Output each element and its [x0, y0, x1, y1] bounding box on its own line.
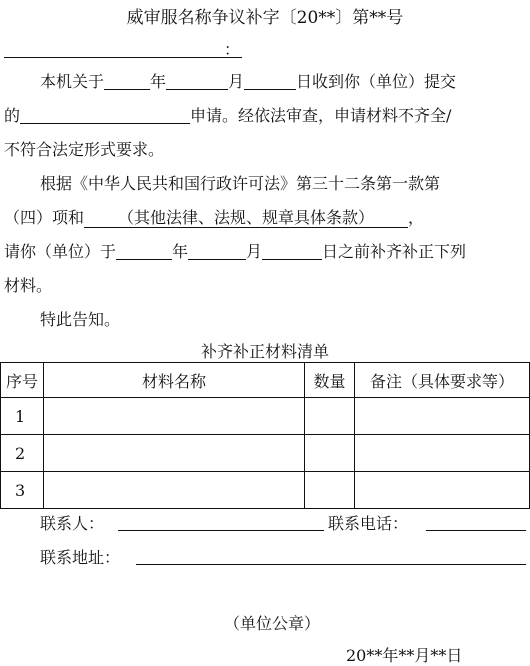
year-blank[interactable]: [104, 73, 150, 90]
month-blank[interactable]: [166, 73, 228, 90]
text: 年: [150, 72, 167, 91]
paragraph-2-line-3: [4, 242, 466, 262]
quantity-cell[interactable]: [305, 398, 355, 435]
remark-cell[interactable]: [355, 435, 530, 472]
table-row: [1, 472, 530, 509]
contact-person-blank[interactable]: [118, 530, 324, 531]
text: 月: [246, 242, 263, 261]
paragraph-2-line-1: 根据《中华人民共和国行政许可法》第三十二条第一款第: [40, 174, 441, 193]
col-header-quantity: 数量: [305, 363, 355, 398]
document-date: 20**年**月**日: [346, 646, 463, 665]
text: 申请。经依法审查，申请材料不齐全/: [190, 106, 452, 125]
remark-cell[interactable]: [355, 472, 530, 509]
table-header-row: [1, 363, 530, 398]
material-name-cell[interactable]: [44, 398, 305, 435]
material-name-cell[interactable]: [44, 435, 305, 472]
col-header-material-name: 材料名称: [44, 363, 305, 398]
contact-address-label: 联系地址：: [40, 548, 121, 567]
contact-phone-label: 联系电话：: [328, 514, 409, 533]
text: 日之前补齐补正下列: [322, 242, 467, 261]
application-blank[interactable]: [20, 107, 190, 124]
deadline-year-blank[interactable]: [116, 243, 172, 260]
paragraph-1-line-1: [40, 72, 456, 92]
text: 的: [4, 106, 21, 125]
text: 日收到你（单位）提交: [296, 72, 457, 91]
row-number: 1: [1, 398, 44, 435]
text: （四）项和: [4, 208, 85, 227]
recipient-colon: ：: [224, 40, 241, 59]
notice-text: 特此告知。: [40, 310, 121, 329]
paragraph-2-line-4: 材料。: [4, 276, 53, 295]
day-blank[interactable]: [244, 73, 296, 90]
quantity-cell[interactable]: [305, 435, 355, 472]
deadline-day-blank[interactable]: [262, 243, 322, 260]
paragraph-1-line-3: 不符合法定形式要求。: [4, 140, 165, 159]
document-title: 威审服名称争议补字〔20**〕第**号: [126, 8, 404, 28]
col-header-remark: 备注（具体要求等）: [355, 363, 530, 398]
seal-placeholder: （单位公章）: [224, 614, 321, 633]
table-title: 补齐补正材料清单: [200, 342, 329, 361]
col-header-number: 序号: [1, 363, 44, 398]
quantity-cell[interactable]: [305, 472, 355, 509]
contact-person-label: 联系人：: [40, 514, 105, 533]
text: 本机关于: [40, 72, 105, 91]
table-row: [1, 398, 530, 435]
contact-phone-blank[interactable]: [426, 530, 526, 531]
text: 请你（单位）于: [4, 242, 117, 261]
materials-table: [0, 362, 530, 509]
text: 年: [172, 242, 189, 261]
table-row: [1, 435, 530, 472]
text: ，: [408, 208, 425, 227]
remark-cell[interactable]: [355, 398, 530, 435]
contact-address-blank[interactable]: [136, 564, 526, 565]
paragraph-2-line-2: [4, 208, 424, 228]
paragraph-1-line-2: [4, 106, 451, 126]
text: 月: [228, 72, 245, 91]
recipient-blank[interactable]: [4, 57, 242, 58]
row-number: 3: [1, 472, 44, 509]
other-law-blank[interactable]: （其他法律、法规、规章具体条款）: [84, 209, 408, 228]
deadline-month-blank[interactable]: [188, 243, 246, 260]
material-name-cell[interactable]: [44, 472, 305, 509]
row-number: 2: [1, 435, 44, 472]
